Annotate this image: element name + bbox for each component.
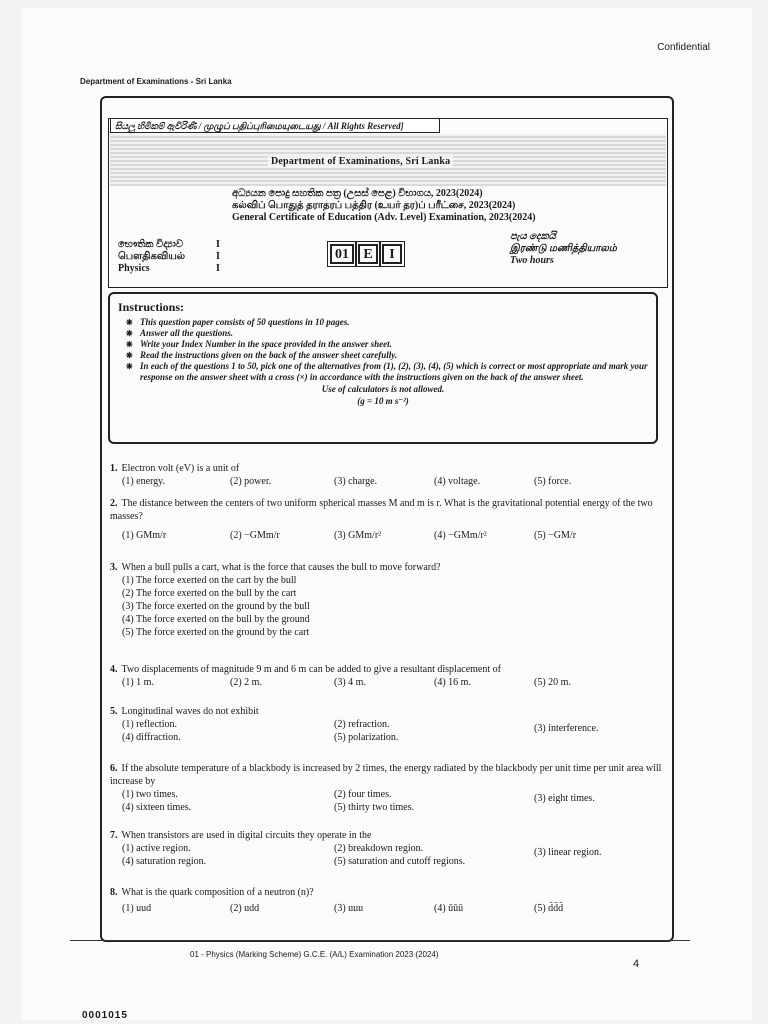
exam-title — [232, 188, 536, 224]
instruction-item: ❋ Write your Index Number in the space provided in the answer sheet. — [126, 339, 392, 349]
option: (1) reflection. — [122, 719, 177, 730]
question-stem: When transistors are used in digital circuits they operate in the — [121, 830, 372, 841]
option: (2) −GMm/r — [230, 530, 280, 541]
question-stem: The distance between the centers of two uniform spherical masses M and m is r. What is the gravitational potential energy of the two masses? — [110, 498, 653, 522]
exam-title-tamil: கல்விப் பொதுத் தராதரப் பத்திர (உயர் தர)ப் பரீட்சை, 2023(2024) — [232, 200, 516, 211]
question-number: 7. — [110, 830, 118, 841]
time-english: Two hours — [510, 255, 554, 266]
confidential-label: Confidential — [657, 42, 710, 53]
exam-title-sinhala: අධ්‍යයන පොදු සහතික පත්‍ර (උසස් පෙළ) විභාගය, 2023(2024) — [232, 188, 483, 199]
instruction-item: ❋ In each of the questions 1 to 50, pick one of the alternatives from (1), (2), (3), (4), (5) which is correct or most appropriate and mark your response on the answer sheet with a cross (×) in accordance with the instructions given on the back of the answer sheet. — [126, 361, 648, 382]
option: (3) charge. — [334, 476, 378, 487]
question-number: 4. — [110, 664, 118, 675]
instruction-item: ❋ This question paper consists of 50 questions in 10 pages. — [126, 317, 350, 327]
paper-code — [330, 244, 402, 264]
option: (1) GMm/r — [122, 530, 167, 541]
subject-tamil: பௌதிகவியல் — [118, 251, 186, 262]
instruction-item: ❋ Read the instructions given on the back of the answer sheet carefully. — [126, 350, 398, 360]
option: (2) power. — [230, 476, 272, 487]
bullet-icon: ❋ — [126, 351, 133, 360]
option: (1) energy. — [122, 476, 166, 487]
option: (4) sixteen times. — [122, 802, 192, 813]
question-6 — [110, 762, 665, 814]
rights-reserved-banner: සියලු හිමිකම් ඇවිරිණි / முழுப் பதிப்புரிமையுடையது / All Rights Reserved] — [110, 118, 440, 133]
bullet-icon: ❋ — [126, 340, 133, 349]
subject-sinhala: භෞතික විද්‍යාව — [118, 239, 184, 250]
option: (5) 20 m. — [534, 677, 571, 688]
option: (3) linear region. — [534, 847, 602, 858]
option: (2) 2 m. — [230, 677, 262, 688]
option: (3) The force exerted on the ground by the bull — [122, 601, 310, 612]
option: (5) thirty two times. — [334, 802, 414, 813]
paper-number: I — [216, 263, 220, 274]
option: (3) interference. — [534, 723, 599, 734]
question-stem: When a bull pulls a cart, what is the force that causes the bull to move forward? — [121, 562, 441, 573]
question-stem: Longitudinal waves do not exhibit — [121, 706, 259, 717]
time-allowed — [510, 231, 617, 267]
instructions-box — [108, 292, 658, 444]
subject-block — [118, 239, 220, 275]
option: (3) uuu — [334, 903, 364, 914]
option: (1) 1 m. — [122, 677, 154, 688]
option: (5) −GM/r — [534, 530, 577, 541]
question-number: 8. — [110, 887, 118, 898]
option: (2) udd — [230, 903, 260, 914]
serial-stamp: 0001015 — [82, 1010, 128, 1021]
question-number: 6. — [110, 763, 118, 774]
option: (2) refraction. — [334, 719, 390, 730]
question-2 — [110, 497, 665, 542]
exam-title-english: General Certificate of Education (Adv. Level) Examination, 2023(2024) — [232, 212, 536, 223]
paper-code-box: E — [358, 244, 378, 264]
question-7 — [110, 829, 665, 868]
gravity-value: (g = 10 m s⁻²) — [357, 396, 409, 406]
option: (5) The force exerted on the ground by the cart — [122, 627, 310, 638]
footer-divider — [70, 940, 690, 941]
question-number: 1. — [110, 463, 118, 474]
paper-number: I — [216, 239, 220, 250]
option: (4) voltage. — [434, 476, 481, 487]
paper-code-box: 01 — [330, 244, 354, 264]
option: (4) −GMm/r² — [434, 530, 487, 541]
department-heading: Department of Examinations - Sri Lanka — [80, 77, 232, 86]
question-5 — [110, 705, 660, 744]
option: (5) polarization. — [334, 732, 399, 743]
question-1 — [110, 462, 660, 488]
option: (2) four times. — [334, 789, 392, 800]
question-8 — [110, 886, 665, 915]
option: (4) ūūū — [434, 903, 464, 914]
instructions-title: Instructions: — [118, 300, 185, 314]
time-tamil: இரண்டு மணித்தியாலம் — [510, 243, 617, 254]
page-number: 4 — [633, 958, 640, 970]
option: (5) force. — [534, 476, 572, 487]
option: (5) saturation and cutoff regions. — [334, 856, 466, 867]
option: (1) The force exerted on the cart by the bull — [122, 575, 297, 586]
option: (4) 16 m. — [434, 677, 471, 688]
option: (5) d̄d̄d̄ — [534, 903, 564, 914]
option: (2) The force exerted on the bull by the cart — [122, 588, 297, 599]
footer-text: 01 - Physics (Marking Scheme) G.C.E. (A/L) Examination 2023 (2024) — [190, 950, 439, 959]
question-stem: If the absolute temperature of a blackbody is increased by 2 times, the energy radiated by the blackbody per unit time per unit area will increase by — [110, 763, 662, 787]
question-stem: Two displacements of magnitude 9 m and 6 m can be added to give a resultant displacement of — [121, 664, 501, 675]
option: (3) eight times. — [534, 793, 595, 804]
bullet-icon: ❋ — [126, 318, 133, 327]
question-number: 2. — [110, 498, 118, 509]
instruction-item: ❋ Answer all the questions. — [126, 328, 234, 338]
option: (1) two times. — [122, 789, 178, 800]
question-3 — [110, 561, 660, 639]
question-4 — [110, 663, 665, 689]
option: (1) uud — [122, 903, 152, 914]
question-number: 3. — [110, 562, 118, 573]
option: (4) The force exerted on the bull by the ground — [122, 614, 310, 625]
option: (3) 4 m. — [334, 677, 366, 688]
paper-code-box: I — [382, 244, 402, 264]
option: (1) active region. — [122, 843, 191, 854]
option: (4) diffraction. — [122, 732, 181, 743]
option: (4) saturation region. — [122, 856, 207, 867]
time-sinhala: පැය දෙකයි — [510, 231, 556, 242]
paper-number: I — [216, 251, 220, 262]
question-stem: Electron volt (eV) is a unit of — [121, 463, 240, 474]
seal-title: Department of Examinations, Sri Lanka — [268, 156, 453, 167]
option: (3) GMm/r² — [334, 530, 382, 541]
option: (2) breakdown region. — [334, 843, 424, 854]
question-stem: What is the quark composition of a neutron (n)? — [121, 887, 314, 898]
subject-english: Physics — [118, 263, 150, 274]
calculator-note: Use of calculators is not allowed. — [321, 384, 445, 394]
bullet-icon: ❋ — [126, 329, 133, 338]
question-number: 5. — [110, 706, 118, 717]
bullet-icon: ❋ — [126, 362, 133, 371]
